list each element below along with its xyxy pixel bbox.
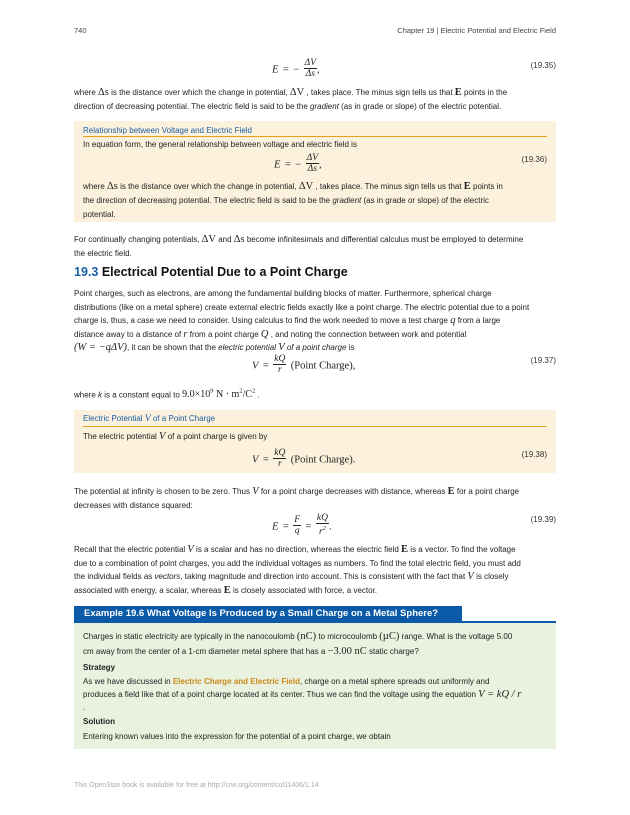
paragraph-calculus xyxy=(74,233,556,261)
eq-denominator: q xyxy=(294,525,300,536)
text: from a point charge xyxy=(187,329,261,339)
text: The potential at infinity is chosen to be zero. Thus xyxy=(74,487,253,496)
math-e-vector: E xyxy=(401,544,409,555)
math-charge-value: −3.00 nC xyxy=(327,646,367,657)
text: is closely xyxy=(473,572,509,581)
equation-19-36 xyxy=(274,153,322,174)
eq-numerator: kQ xyxy=(316,513,328,523)
math-v-equation: V = kQ / r xyxy=(478,689,522,700)
eq-lhs: E xyxy=(274,159,281,171)
text: . xyxy=(255,390,260,400)
eq-numerator: ΔV xyxy=(304,58,317,68)
k-unit: /C xyxy=(242,389,253,401)
text: For continually changing potentials, xyxy=(74,235,202,244)
eq-equals: = xyxy=(284,159,291,171)
equation-19-35 xyxy=(272,58,320,79)
math-e-vector: E xyxy=(223,584,231,596)
equation-number-19-37: (19.37) xyxy=(530,356,556,365)
eq-equals: = xyxy=(262,454,269,466)
math-v: V xyxy=(467,571,474,582)
eq-lhs: V xyxy=(252,454,259,466)
text: is a constant equal to xyxy=(102,390,183,400)
callout-point-charge-potential xyxy=(74,410,556,473)
strategy-body xyxy=(83,675,558,714)
strategy-heading: Strategy xyxy=(83,663,116,672)
eq-lhs: E xyxy=(272,521,279,533)
text: cm away from the center of a 1-cm diameter metal sphere that has a xyxy=(83,647,328,656)
k-unit-exponent: 2 xyxy=(252,388,256,395)
text: As we have discussed in xyxy=(83,677,173,686)
text: Electric Potential xyxy=(83,414,145,423)
eq-equals: = xyxy=(305,521,312,533)
eq-numerator: kQ xyxy=(274,354,286,364)
eq-denominator: Δs xyxy=(305,69,315,79)
running-header: Chapter 19 | Electric Potential and Electric Field xyxy=(397,26,556,35)
paragraph-gradient xyxy=(74,86,556,114)
text: (as in grade or slope) of the electric xyxy=(361,196,489,205)
math-delta-v: ΔV xyxy=(298,181,314,192)
example-title: Example 19.6 What Voltage Is Produced by a Small Charge on a Metal Sphere? xyxy=(84,608,439,619)
emphasis-vectors: vectors xyxy=(154,572,181,581)
eq-denominator: r xyxy=(277,459,282,469)
eq-numerator: ΔV xyxy=(306,153,319,163)
paragraph-infinity xyxy=(74,485,556,513)
text: is a scalar and has no direction, whereas the electric field xyxy=(193,545,402,554)
callout-body xyxy=(83,180,549,222)
text: , takes place. The minus sign tells us that xyxy=(313,182,464,191)
math-delta-s: Δs xyxy=(107,181,118,192)
text: of a Point Charge xyxy=(150,414,216,423)
text: Charges in static electricity are typically in the nanocoulomb xyxy=(83,632,297,641)
k-unit-exponent: 2 xyxy=(239,388,243,395)
eq-fraction xyxy=(304,58,317,79)
eq-fraction xyxy=(273,354,286,375)
equation-19-37 xyxy=(252,354,355,375)
eq-fraction-coulomb xyxy=(316,513,329,537)
math-e-vector: E xyxy=(447,486,455,497)
text: . xyxy=(83,703,86,712)
text: for a point charge decreases with distance, whereas xyxy=(258,487,448,496)
callout-intro xyxy=(83,430,267,444)
eq-denominator: r xyxy=(277,365,282,375)
text: direction of decreasing potential. The electric field is said to be the xyxy=(74,102,310,111)
eq-trail: . xyxy=(328,521,332,533)
text: potential. xyxy=(83,210,116,219)
math-work: (W = −qΔV) xyxy=(74,342,127,353)
emphasis: electric potential xyxy=(218,343,279,352)
example-title-bar xyxy=(74,606,462,622)
math-v: V xyxy=(159,431,166,442)
text: for a point charge xyxy=(454,487,520,496)
math-v: V xyxy=(144,414,151,424)
solution-heading: Solution xyxy=(83,717,115,726)
math-v: V xyxy=(187,544,194,555)
text: from a large xyxy=(455,316,501,325)
text: points in xyxy=(470,182,503,191)
text: due to a combination of point charges, you add the individual voltages as numbers. To find the total electric field, you must add xyxy=(74,558,521,568)
paragraph-point-charges xyxy=(74,287,564,355)
text: (as in grade or slope) of the electric potential. xyxy=(338,102,502,111)
equation-number-19-36: (19.36) xyxy=(521,155,547,164)
math-v: V xyxy=(252,486,259,497)
equation-19-39 xyxy=(272,513,332,537)
eq-minus: − xyxy=(295,159,302,171)
solution-body: Entering known values into the expression for the potential of a point charge, we obtain xyxy=(83,732,391,741)
text: is a vector. To find the voltage xyxy=(408,545,516,554)
den-exponent: 2 xyxy=(322,525,326,532)
k-mantissa: 9.0×10 xyxy=(182,389,211,401)
text: associated with energy, a scalar, whereas xyxy=(74,585,224,595)
math-delta-v: ΔV xyxy=(201,234,216,245)
text: Point charges, such as electrons, are among the fundamental building blocks of matter. Furthermore, spherical charge xyxy=(74,289,492,298)
footer: This OpenStax book is available for free at http://cnx.org/content/col11406/1.14 xyxy=(74,782,319,789)
emphasis: of a point charge xyxy=(284,343,347,352)
paragraph-constant-k xyxy=(74,385,260,402)
link-electric-charge-and-field[interactable]: Electric Charge and Electric Field xyxy=(172,677,300,686)
eq-tail: (Point Charge). xyxy=(290,454,356,466)
math-delta-s: Δs xyxy=(98,87,109,98)
text: , and noting the connection between work and potential xyxy=(268,329,467,339)
text: and xyxy=(215,235,234,244)
eq-lhs: V xyxy=(252,360,259,372)
math-k-value xyxy=(182,389,255,400)
text: become infinitesimals and differential calculus must be employed to determine xyxy=(244,235,524,244)
text: the individual fields as xyxy=(74,572,155,581)
den-base: r xyxy=(318,527,323,538)
section-title: Electrical Potential Due to a Point Charge xyxy=(98,265,348,279)
callout-title: Relationship between Voltage and Electric Field xyxy=(83,126,252,135)
section-heading xyxy=(74,265,348,279)
k-unit: N · m xyxy=(213,389,240,401)
text: charge is, thus, a case we need to consider. Using calculus to find the work needed to move a test charge xyxy=(74,316,451,325)
callout-relationship xyxy=(74,121,556,222)
eq-lhs: E xyxy=(272,64,279,76)
eq-equals: = xyxy=(282,64,289,76)
math-e-vector: E xyxy=(454,87,462,98)
eq-tail: (Point Charge), xyxy=(290,360,356,372)
eq-equals: = xyxy=(282,521,289,533)
text: is the distance over which the change in potential, xyxy=(108,88,290,97)
eq-fraction xyxy=(306,153,319,174)
emphasis-gradient: gradient xyxy=(310,102,339,111)
text: , it can be shown that the xyxy=(127,343,219,352)
text: decreases with distance squared: xyxy=(74,501,193,510)
paragraph-scalar-vector xyxy=(74,543,564,597)
text: where xyxy=(74,390,99,400)
text: is xyxy=(346,343,355,352)
text: distributions (like on a metal sphere) create external electric fields exactly like a point charge. The electric potential due to a point xyxy=(74,302,530,312)
text: range. What is the voltage 5.00 xyxy=(399,632,513,641)
math-q: q xyxy=(450,315,456,326)
math-delta-v: ΔV xyxy=(289,87,305,98)
text: , takes place. The minus sign tells us that xyxy=(304,88,455,97)
text: the direction of decreasing potential. The electric field is said to be the xyxy=(83,196,333,205)
math-big-q: Q xyxy=(260,328,269,340)
math-r: r xyxy=(183,328,188,340)
eq-numerator: F xyxy=(294,514,301,525)
text: to microcoulomb xyxy=(316,632,380,641)
eq-equals: = xyxy=(262,360,269,372)
callout-intro: In equation form, the general relationship between voltage and electric field is xyxy=(83,140,357,149)
page-number: 740 xyxy=(74,26,87,35)
text: , charge on a metal sphere spreads out uniformly and xyxy=(299,677,490,686)
math-delta-s: Δs xyxy=(233,234,245,245)
math-nanocoulomb: (nC) xyxy=(296,631,317,642)
equation-number-19-38: (19.38) xyxy=(521,450,547,459)
eq-denominator xyxy=(316,524,329,537)
text: where xyxy=(74,88,99,97)
emphasis-gradient: gradient xyxy=(332,196,362,205)
k-exponent: 9 xyxy=(210,388,214,395)
math-e-vector: E xyxy=(463,181,471,192)
equation-number-19-39: (19.39) xyxy=(530,515,556,524)
text: Recall that the electric potential xyxy=(74,545,188,554)
text: is closely associated with force, a vector. xyxy=(230,585,378,595)
section-number: 19.3 xyxy=(74,265,99,279)
eq-trail: , xyxy=(317,64,320,76)
equation-19-38 xyxy=(252,448,355,469)
math-v: V xyxy=(278,342,285,353)
callout-title xyxy=(83,414,215,424)
eq-denominator: Δs xyxy=(307,164,317,174)
example-question xyxy=(83,629,553,659)
eq-numerator: kQ xyxy=(274,448,286,458)
text: distance away to a distance of xyxy=(74,329,184,339)
equation-number-19-35: (19.35) xyxy=(530,61,556,70)
math-microcoulomb: (µC) xyxy=(379,631,400,642)
callout-rule xyxy=(83,426,547,427)
example-body xyxy=(74,623,556,749)
math-k: k xyxy=(98,390,103,400)
callout-rule xyxy=(83,136,547,137)
eq-fraction-force xyxy=(293,515,301,536)
eq-fraction xyxy=(273,448,286,469)
text: produces a field like that of a point charge located at its center. Thus we can find the voltage using the equation xyxy=(83,690,479,699)
text: of a point charge is given by xyxy=(165,432,268,441)
eq-trail: , xyxy=(319,159,322,171)
text: where xyxy=(83,182,108,191)
text: static charge? xyxy=(366,647,419,656)
text: , taking magnitude and direction into account. This is consistent with the fact that xyxy=(180,572,468,581)
text: points in the xyxy=(461,88,508,97)
text: the electric field. xyxy=(74,249,132,258)
text: is the distance over which the change in potential, xyxy=(117,182,299,191)
text: The electric potential xyxy=(83,432,160,441)
eq-minus: − xyxy=(293,64,300,76)
